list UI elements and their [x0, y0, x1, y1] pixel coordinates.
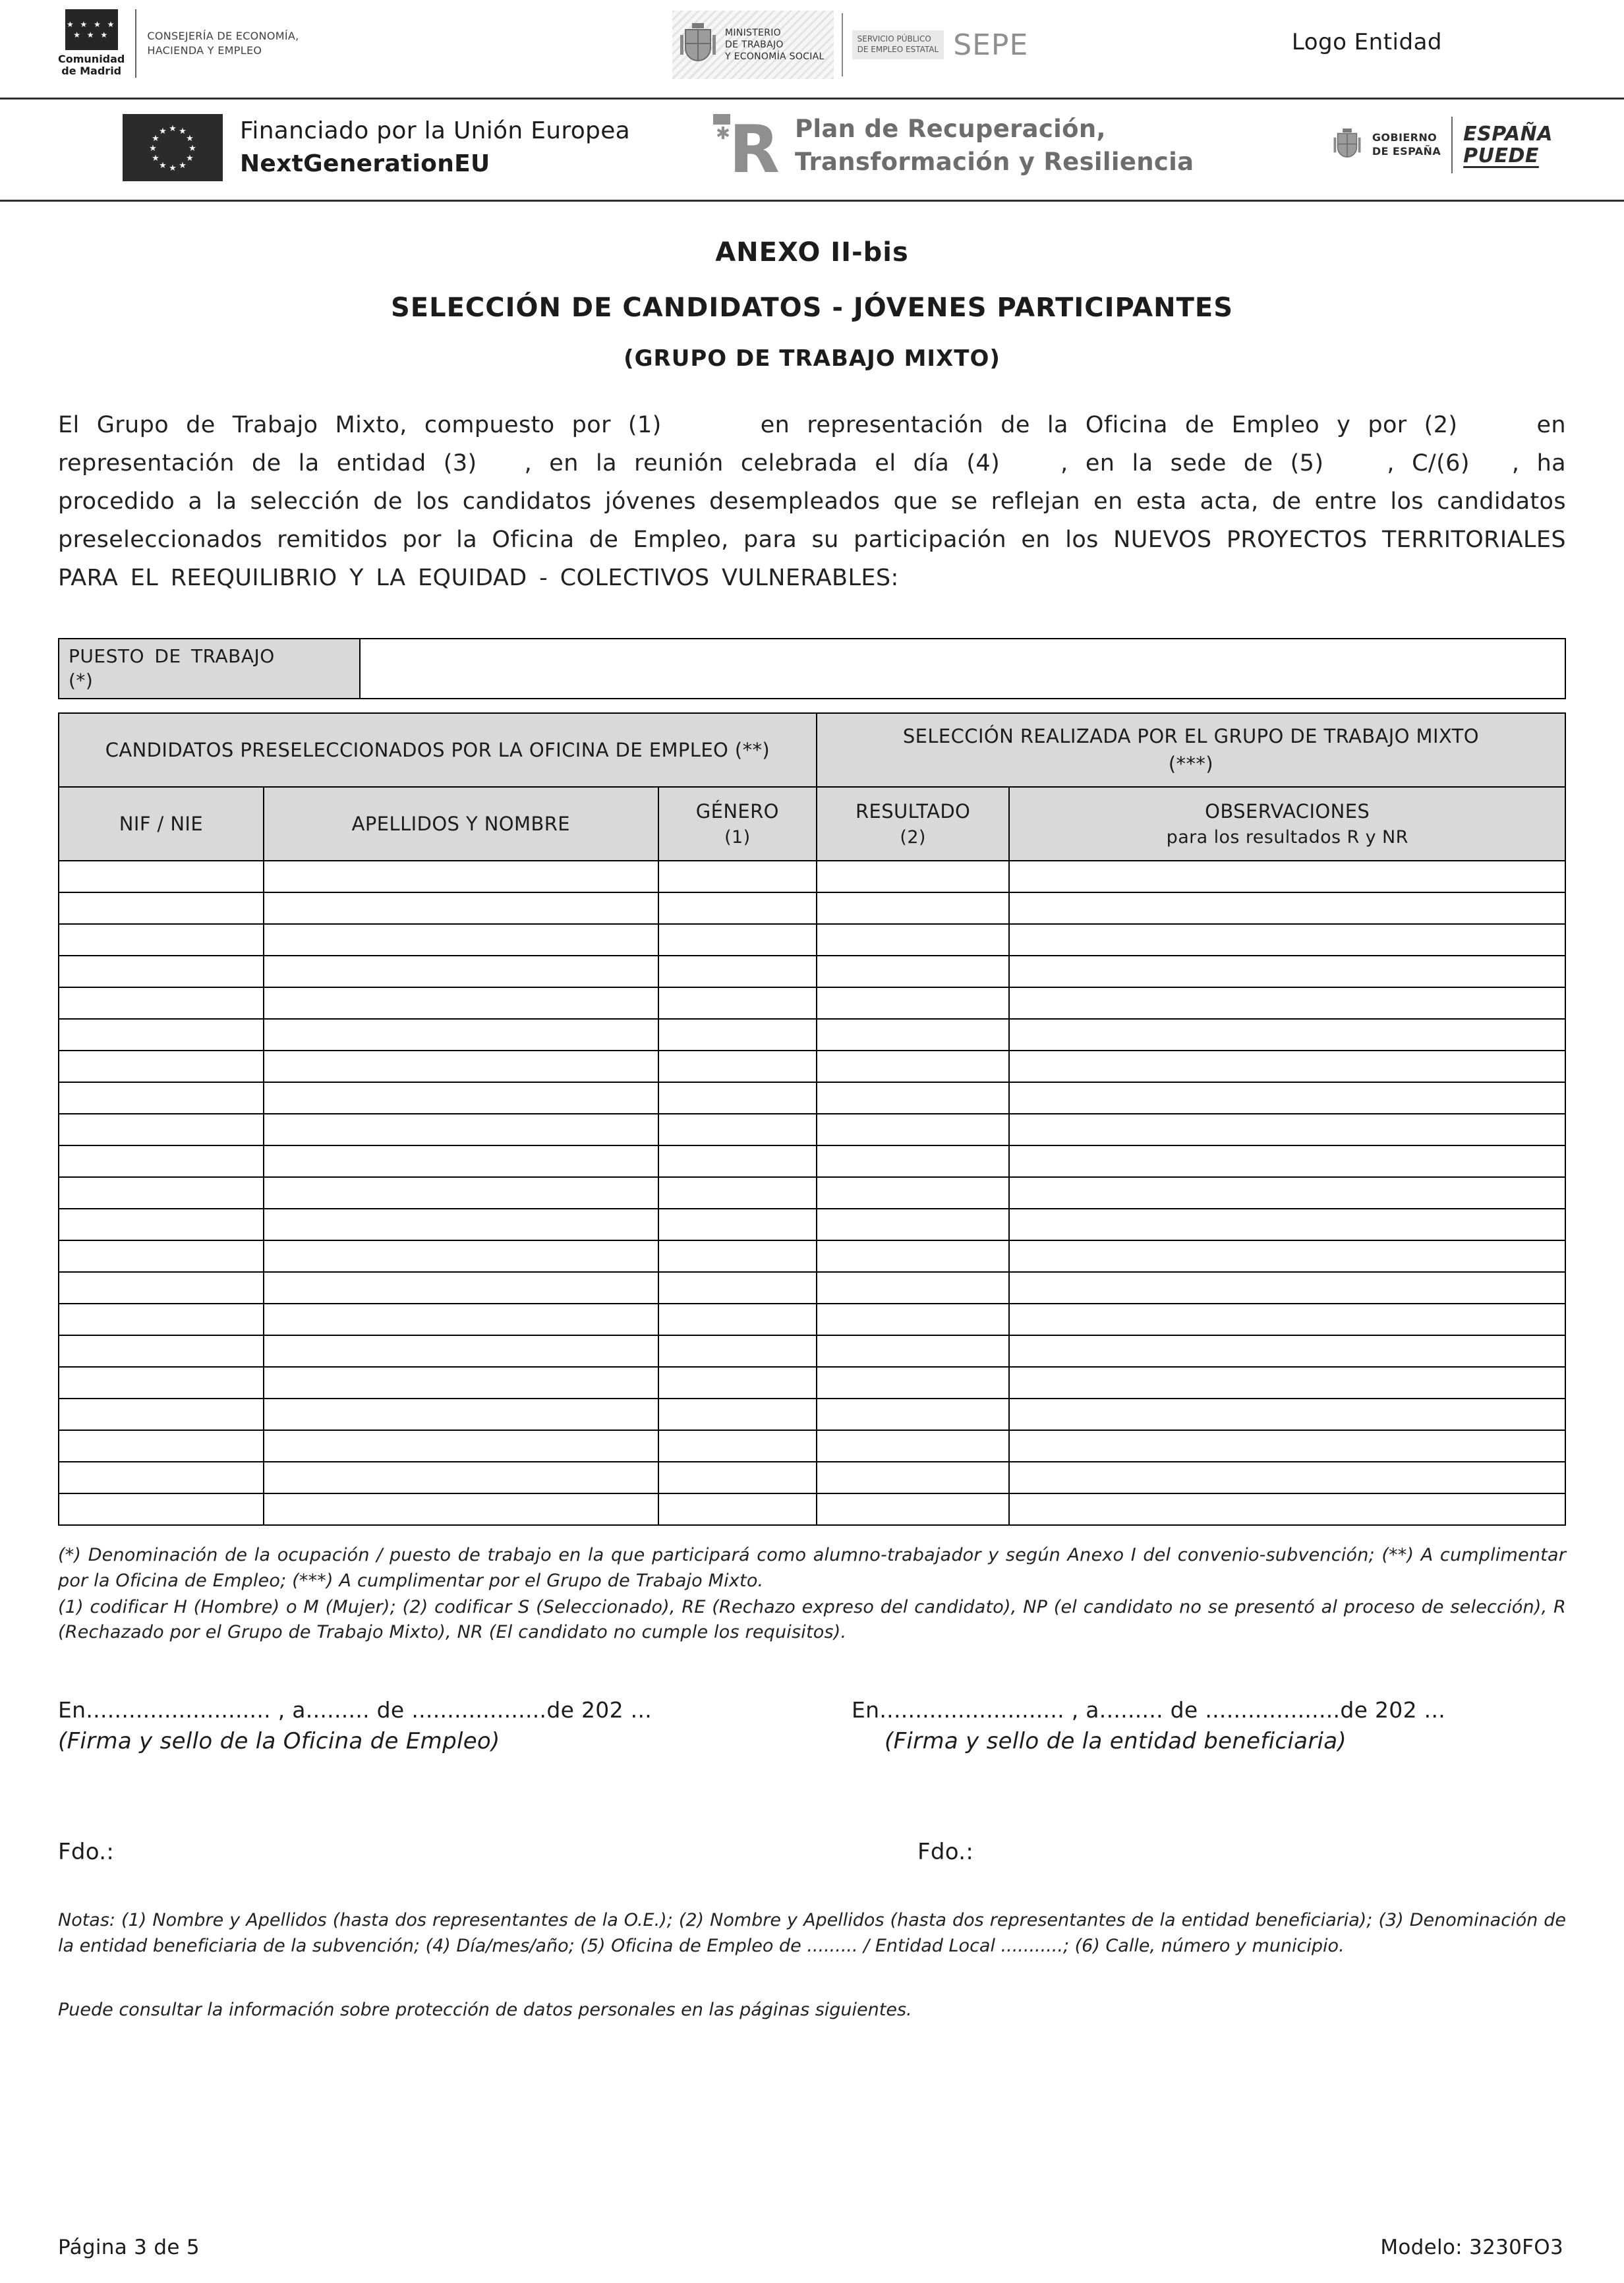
table-cell — [264, 892, 658, 924]
page-subtitle: (GRUPO DE TRABAJO MIXTO) — [624, 345, 1000, 372]
madrid-name: Comunidad de Madrid — [58, 53, 125, 78]
col-header-genero: GÉNERO (1) — [658, 787, 817, 861]
table-cell — [817, 1430, 1010, 1462]
svg-text:★: ★ — [152, 154, 160, 163]
table-cell — [658, 1019, 817, 1051]
table-cell — [264, 861, 658, 892]
table-cell — [1009, 1430, 1565, 1462]
document-title-block — [0, 237, 1624, 372]
gobierno-text: GOBIERNO DE ESPAÑA — [1372, 131, 1441, 158]
svg-text:★: ★ — [169, 163, 177, 173]
table-row — [59, 924, 1565, 956]
table-cell — [658, 1493, 817, 1525]
table-cell — [1009, 956, 1565, 987]
table-cell — [1009, 892, 1565, 924]
table-cell — [658, 1272, 817, 1304]
table-row — [59, 1430, 1565, 1462]
table-cell — [264, 1462, 658, 1493]
table-cell — [264, 1082, 658, 1114]
signature-caption-left: (Firma y sello de la Oficina de Empleo) — [58, 1727, 500, 1754]
table-row — [59, 1019, 1565, 1051]
table-cell — [1009, 1462, 1565, 1493]
svg-text:★: ★ — [149, 144, 157, 154]
table-cell — [59, 1145, 264, 1177]
table-cell — [1009, 1019, 1565, 1051]
table-cell — [264, 1399, 658, 1430]
table-cell — [264, 1272, 658, 1304]
header-funding — [0, 100, 1624, 200]
svg-text:✱: ✱ — [716, 124, 730, 144]
table-cell — [817, 892, 1010, 924]
puesto-label-cell: PUESTO DE TRABAJO (*) — [59, 639, 360, 699]
table-cell — [264, 1177, 658, 1209]
table-cell — [1009, 1145, 1565, 1177]
table-row — [59, 1462, 1565, 1493]
model-number: Modelo: 3230FO3 — [1380, 2236, 1563, 2259]
intro-text: , ha procedido a la selección de los candidatos jóvenes desempleados que se reflejan en esta acta, de entre los candidatos preseleccionados remitidos por la Oficina de Empleo, para su participación en los NUEVOS PROYECTOS TERRITORIALES PARA EL REEQUILIBRIO Y LA EQUIDAD - COLECTIVOS VULNERABLES: — [58, 450, 1567, 592]
table-cell — [59, 892, 264, 924]
table-cell — [264, 987, 658, 1019]
svg-text:★: ★ — [152, 134, 160, 144]
table-cell — [264, 1209, 658, 1240]
svg-text:★: ★ — [159, 127, 167, 136]
gobierno-espana-logo — [1333, 117, 1553, 173]
table-cell — [817, 1145, 1010, 1177]
table-cell — [264, 1019, 658, 1051]
table-cell — [59, 1240, 264, 1272]
table-cell — [264, 1493, 658, 1525]
eu-flag-icon — [123, 114, 223, 181]
intro-text: , en la reunión celebrada el día (4) — [524, 450, 1000, 477]
escudo-gobierno-icon — [1333, 127, 1362, 163]
escudo-espana-icon — [679, 22, 717, 68]
signature-date-left: En.......................... , a......... de ...................de 202 ... — [58, 1696, 652, 1723]
svg-text:★: ★ — [159, 161, 167, 171]
intro-text: en representación de la entidad (3) — [58, 412, 1566, 477]
signature-right — [812, 1697, 1566, 1754]
madrid-flag-icon: ★ ★ ★ ★ ★ ★ ★ — [65, 9, 118, 50]
table-cell — [1009, 1114, 1565, 1145]
table-cell — [1009, 1051, 1565, 1082]
table-cell — [658, 987, 817, 1019]
table-cell — [1009, 1304, 1565, 1335]
table-cell — [658, 1462, 817, 1493]
sepe-wordmark: SEPE — [953, 28, 1029, 62]
intro-text: El Grupo de Trabajo Mixto, compuesto por (1) — [58, 412, 662, 438]
intro-text: en representación de la Oficina de Empleo y por (2) — [760, 412, 1458, 438]
eu-funding-text: Financiado por la Unión Europea NextGenerationEU — [240, 117, 630, 177]
candidates-table-section — [58, 638, 1566, 1526]
comunidad-madrid-logo — [58, 9, 299, 78]
table-cell — [817, 924, 1010, 956]
table-cell — [658, 1335, 817, 1367]
table-row — [59, 1145, 1565, 1177]
svg-text:★: ★ — [179, 127, 187, 136]
table-row — [59, 1272, 1565, 1304]
table-cell — [59, 987, 264, 1019]
espana-puede-logo: ESPAÑA PUEDE — [1463, 123, 1553, 167]
table-cell — [817, 1051, 1010, 1082]
table-cell — [59, 1367, 264, 1399]
table-cell — [264, 1240, 658, 1272]
table-cell — [59, 1335, 264, 1367]
table-cell — [658, 1082, 817, 1114]
table-cell — [817, 1209, 1010, 1240]
table-cell — [59, 1209, 264, 1240]
table-cell — [264, 1304, 658, 1335]
footnote-2: (1) codificar H (Hombre) o M (Mujer); (2) codificar S (Seleccionado), RE (Rechazo expreso del candidato), NP (el candidato no se presentó al proceso de selección), R (Rechazado por el Grupo de Trabajo Mixto), NR (El candidato no cumple los requisitos). — [58, 1596, 1566, 1643]
table-cell — [817, 1019, 1010, 1051]
table-cell — [817, 987, 1010, 1019]
table-cell — [59, 1272, 264, 1304]
table-cell — [264, 956, 658, 987]
table-cell — [59, 924, 264, 956]
anexo-title: ANEXO II-bis — [715, 237, 909, 268]
table-row — [59, 861, 1565, 892]
header-top — [0, 0, 1624, 98]
table-cell — [59, 861, 264, 892]
fdo-section — [58, 1839, 1566, 1865]
divider — [1451, 117, 1453, 173]
table-row — [59, 1367, 1565, 1399]
table-cell — [264, 1430, 658, 1462]
table-cell — [1009, 1367, 1565, 1399]
footnote-1: (*) Denominación de la ocupación / puesto de trabajo en la que participará como alumno-trabajador y según Anexo I del convenio-subvención; (**) A cumplimentar por la Oficina de Empleo; (***) A cumplimentar por el Grupo de Trabajo Mixto. — [58, 1545, 1566, 1591]
table-row — [59, 1240, 1565, 1272]
madrid-department: CONSEJERÍA DE ECONOMÍA, HACIENDA Y EMPLEO — [147, 30, 299, 57]
table-cell — [59, 1304, 264, 1335]
col-header-nif: NIF / NIE — [59, 787, 264, 861]
signature-date-right: En.......................... , a......... de ...................de 202 ... — [852, 1696, 1446, 1723]
plan-recuperacion-text: Plan de Recuperación, Transformación y Resiliencia — [795, 115, 1194, 176]
table-cell — [1009, 1272, 1565, 1304]
table-cell — [264, 1335, 658, 1367]
svg-text:★: ★ — [186, 134, 194, 144]
candidates-table — [58, 712, 1566, 1526]
table-cell — [1009, 924, 1565, 956]
divider — [135, 9, 136, 78]
group-header-row — [59, 713, 1565, 787]
sepe-subtext: SERVICIO PÚBLICO DE EMPLEO ESTATAL — [852, 30, 944, 59]
table-cell — [658, 1209, 817, 1240]
table-cell — [817, 956, 1010, 987]
table-row — [59, 1209, 1565, 1240]
eu-funding-logo — [123, 114, 630, 181]
privacy-note: Puede consultar la información sobre protección de datos personales en las páginas siguientes. — [58, 1999, 912, 2020]
col-header-apellidos: APELLIDOS Y NOMBRE — [264, 787, 658, 861]
logo-entidad-placeholder: Logo Entidad — [1291, 29, 1442, 55]
table-cell — [817, 1082, 1010, 1114]
svg-text:★: ★ — [188, 144, 196, 154]
table-row — [59, 1177, 1565, 1209]
table-row — [59, 1114, 1565, 1145]
page-number: Página 3 de 5 — [58, 2236, 200, 2259]
table-cell — [817, 1272, 1010, 1304]
table-cell — [817, 1335, 1010, 1367]
table-cell — [658, 1145, 817, 1177]
intro-text: , C/(6) — [1387, 450, 1470, 477]
table-row — [59, 1493, 1565, 1525]
intro-paragraph — [58, 406, 1566, 597]
ministerio-logo — [672, 11, 1028, 79]
col-header-observaciones: OBSERVACIONES para los resultados R y NR — [1009, 787, 1565, 861]
table-cell — [59, 1493, 264, 1525]
table-cell — [1009, 1082, 1565, 1114]
table-cell — [658, 1367, 817, 1399]
group-header-right: SELECCIÓN REALIZADA POR EL GRUPO DE TRABAJO MIXTO (***) — [817, 713, 1565, 787]
table-cell — [59, 1051, 264, 1082]
table-cell — [264, 1367, 658, 1399]
table-cell — [1009, 1399, 1565, 1430]
table-cell — [59, 956, 264, 987]
table-cell — [264, 1145, 658, 1177]
table-cell — [59, 1399, 264, 1430]
svg-text:R: R — [729, 111, 780, 181]
table-cell — [1009, 1177, 1565, 1209]
table-cell — [1009, 1209, 1565, 1240]
ministerio-text: MINISTERIO DE TRABAJO Y ECONOMÍA SOCIAL — [725, 27, 825, 63]
table-cell — [658, 1304, 817, 1335]
table-cell — [658, 1240, 817, 1272]
table-cell — [59, 1019, 264, 1051]
signature-caption-right: (Firma y sello de la entidad beneficiaria) — [884, 1727, 1347, 1754]
group-header-left: CANDIDATOS PRESELECCIONADOS POR LA OFICINA DE EMPLEO (**) — [59, 713, 817, 787]
plan-r-icon — [709, 110, 782, 181]
table-cell — [817, 861, 1010, 892]
table-cell — [658, 892, 817, 924]
table-cell — [59, 1177, 264, 1209]
table-row — [59, 1399, 1565, 1430]
fdo-right: Fdo.: — [917, 1838, 974, 1865]
table-row — [59, 956, 1565, 987]
table-row — [59, 1335, 1565, 1367]
table-cell — [658, 924, 817, 956]
plan-recuperacion-logo — [709, 110, 1194, 181]
table-cell — [817, 1399, 1010, 1430]
table-cell — [658, 1399, 817, 1430]
table-cell — [817, 1177, 1010, 1209]
col-header-resultado: RESULTADO (2) — [817, 787, 1010, 861]
table-cell — [59, 1462, 264, 1493]
table-cell — [264, 924, 658, 956]
puesto-row — [59, 639, 1565, 699]
page-title: SELECCIÓN DE CANDIDATOS - JÓVENES PARTICIPANTES — [390, 293, 1233, 323]
table-cell — [658, 861, 817, 892]
table-cell — [658, 1114, 817, 1145]
sepe-logo — [842, 13, 1029, 76]
table-cell — [658, 1177, 817, 1209]
table-cell — [59, 1114, 264, 1145]
table-cell — [658, 1051, 817, 1082]
table-row — [59, 1082, 1565, 1114]
table-row — [59, 892, 1565, 924]
table-cell — [59, 1430, 264, 1462]
table-cell — [264, 1114, 658, 1145]
funding-divider-line — [0, 200, 1624, 202]
table-row — [59, 987, 1565, 1019]
fdo-left: Fdo.: — [58, 1838, 115, 1865]
svg-text:★: ★ — [186, 154, 194, 163]
table-cell — [1009, 1493, 1565, 1525]
table-cell — [817, 1367, 1010, 1399]
table-cell — [1009, 987, 1565, 1019]
candidates-table-body — [59, 861, 1565, 1525]
table-cell — [1009, 861, 1565, 892]
table-cell — [1009, 1335, 1565, 1367]
table-cell — [59, 1082, 264, 1114]
table-cell — [264, 1051, 658, 1082]
table-cell — [658, 1430, 817, 1462]
notes-paragraph: Notas: (1) Nombre y Apellidos (hasta dos representantes de la O.E.); (2) Nombre y Apellidos (hasta dos representantes de la entidad beneficiaria); (3) Denominación de la entidad beneficiaria de la subvención; (4) Día/mes/año; (5) Oficina de Empleo de ......... / Entidad Local ...........; (6) Calle, número y municipio. — [58, 1909, 1566, 1956]
table-cell — [658, 956, 817, 987]
table-cell — [817, 1240, 1010, 1272]
table-cell — [817, 1114, 1010, 1145]
puesto-value-cell — [360, 639, 1565, 699]
table-row — [59, 1304, 1565, 1335]
table-cell — [817, 1304, 1010, 1335]
intro-text: , en la sede de (5) — [1060, 450, 1324, 477]
table-cell — [817, 1462, 1010, 1493]
footnotes — [58, 1543, 1566, 1645]
svg-text:★: ★ — [179, 161, 187, 171]
table-cell — [1009, 1240, 1565, 1272]
page-footer — [58, 2236, 1563, 2259]
svg-text:★: ★ — [169, 124, 177, 134]
signature-left — [58, 1697, 812, 1754]
table-cell — [817, 1493, 1010, 1525]
column-header-row — [59, 787, 1565, 861]
table-row — [59, 1051, 1565, 1082]
signature-section — [58, 1697, 1566, 1754]
puesto-trabajo-table — [58, 638, 1566, 699]
